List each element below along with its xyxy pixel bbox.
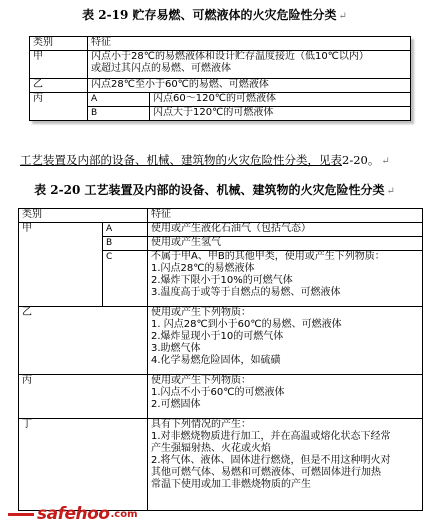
paragraph-mark-icon: ↵ [386, 186, 395, 197]
table2-bing-feature [148, 375, 423, 419]
table2-yi-line: 2.爆炸显现小于10的可燃气体 [151, 331, 284, 342]
table1-jia-line: 或超过其闪点的易燃、可燃液体 [91, 63, 231, 74]
paragraph-mark-icon: ↵ [381, 156, 390, 167]
table2-header-feature: 特征 [148, 209, 423, 223]
table2-ding-line: 常温下使用或加工非燃烧物质的产生 [151, 479, 311, 490]
table2-ding-feature [148, 419, 423, 511]
table2-jia-sub-b: B [103, 237, 148, 251]
table2-ding-line: 产生强辐射热、火花或火焰 [151, 443, 271, 454]
paragraph-end: 。 [367, 153, 380, 167]
table1-jia-line: 闪点小于28℃的易燃液体和设计贮存温度接近（低10℃以内） [91, 51, 369, 62]
table2-ding-line: 1.对非燃烧物质进行加工，并在高温或熔化状态下经常 [151, 431, 391, 442]
table2-jia-c-feature [148, 251, 423, 307]
table2-ding-line: 具有下列情况的产生： [151, 419, 251, 430]
table1-jia-feature [88, 51, 411, 79]
table2-caption [0, 181, 429, 198]
table2-yi-line: 4.化学易燃危险固体，如硫磺 [151, 355, 281, 366]
table2-yi-line: 1. 闪点28℃到小于60℃的易燃、可燃液体 [151, 319, 342, 330]
table2-jia-a-feature: 使用或产生液化石油气（包括气态） [148, 223, 423, 237]
table1-caption-text: 表 2-19 贮存易燃、可燃液体的火灾危险性分类 [82, 8, 337, 22]
table1-bing-a-feature: 闪点60～120℃的可燃液体 [150, 93, 411, 107]
table1-header-feature: 特征 [88, 37, 411, 51]
watermark-logo [8, 505, 138, 523]
table2-jia-c-line: 3.温度高于或等于自燃点的易燃、可燃液体 [151, 287, 341, 298]
table2-jia-c-line: 1.闪点28℃的易燃液体 [151, 263, 255, 274]
table2-jia-sub-a: A [103, 223, 148, 237]
table1-row-yi [30, 79, 411, 93]
table2-header-category: 类别 [19, 209, 148, 223]
table1-bing-sub-a: A [88, 93, 150, 107]
body-paragraph [20, 152, 424, 168]
table2-yi-feature [148, 307, 423, 375]
table2-jia-c-line: 2.爆炸下限小于10%的可燃气体 [151, 275, 293, 286]
paragraph-mark-icon: ↵ [338, 11, 347, 22]
table1-bing-b-feature: 闪点大于120℃的可燃液体 [150, 107, 411, 121]
table1-caption [0, 6, 429, 23]
table2 [18, 208, 423, 511]
table1-jia-category: 甲 [30, 51, 88, 79]
table2-ding-category: 丁 [19, 419, 148, 511]
table2-yi-line: 3.助燃气体 [151, 343, 201, 354]
table1-header-category: 类别 [30, 37, 88, 51]
paragraph-ref: 2-20 [342, 153, 368, 167]
table1-header-row [30, 37, 411, 51]
table1-bing-sub-b: B [88, 107, 150, 121]
table2-yi-category: 乙 [19, 307, 148, 375]
table2-ding-line: 2.将气体、液体、固体进行燃烧，但是不用这种明火对 [151, 455, 391, 466]
table2-row-ding [19, 419, 423, 511]
table2-bing-line: 2.可燃固体 [151, 399, 201, 410]
table2-bing-line: 使用或产生下列物质： [151, 375, 251, 386]
table2-jia-sub-c: C [103, 251, 148, 307]
table2-header-row [19, 209, 423, 223]
table2-caption-text: 表 2-20 工艺装置及内部的设备、机械、建筑物的火灾危险性分类 [34, 183, 385, 197]
table1-yi-feature: 闪点28℃至小于60℃的易燃、可燃液体 [88, 79, 411, 93]
table2-jia-b-feature: 使用或产生氢气 [148, 237, 423, 251]
table2-row-bing [19, 375, 423, 419]
table1-yi-category: 乙 [30, 79, 88, 93]
table1-bing-category: 丙 [30, 93, 88, 121]
table2-jia-c-line: 不属于甲A、甲B的其他甲类，使用或产生下列物质： [151, 251, 385, 262]
logo-dash [8, 513, 34, 516]
table2-bing-category: 丙 [19, 375, 148, 419]
table2-jia-category: 甲 [19, 223, 103, 307]
table1-row-bing-b [30, 107, 411, 121]
table1 [29, 36, 411, 121]
paragraph-text: 工艺装置及内部的设备、机械、建筑物的火灾危险性分类，见表 [20, 153, 342, 167]
table2-ding-line: 其他可燃气体、易燃和可燃液体、可燃固体进行加热 [151, 467, 381, 478]
logo-word: safehoo [37, 504, 110, 524]
table2-yi-line: 使用或产生下列物质： [151, 307, 251, 318]
logo-domain: .com [110, 508, 138, 520]
table2-row-yi [19, 307, 423, 375]
table1-row-jia [30, 51, 411, 79]
table1-row-bing-a [30, 93, 411, 107]
table2-row-jia-a [19, 223, 423, 237]
table2-bing-line: 1.闪点不小于60℃的可燃液体 [151, 387, 285, 398]
